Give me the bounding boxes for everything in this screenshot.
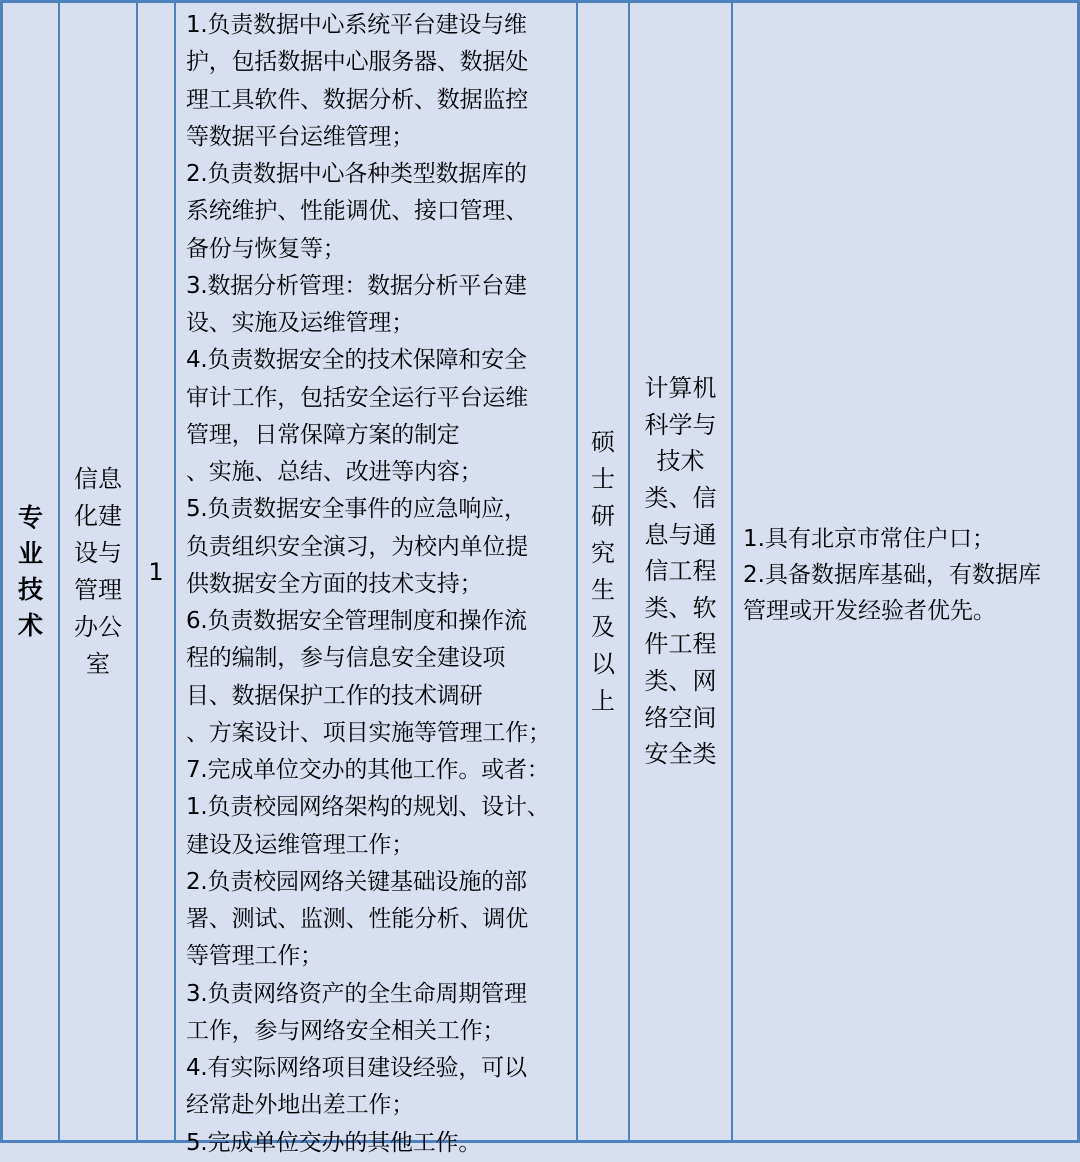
duty-line: 7.完成单位交办的其他工作。或者： xyxy=(186,757,550,783)
duty-line: 系统维护、性能调优、接口管理、 xyxy=(186,198,529,225)
major-text: 计算机科学与技术类、信息与通信工程类、软件工程类、网络空间安全类 xyxy=(644,374,717,769)
duty-line: 目、数据保护工作的技术调研 xyxy=(186,682,483,709)
requirement-line: 1.具有北京市常住户口； xyxy=(743,526,995,552)
duty-line: 管理，日常保障方案的制定 xyxy=(186,421,460,448)
duties-cell xyxy=(174,3,576,1156)
duty-line: 3.负责网络资产的全生命周期管理 xyxy=(186,980,527,1007)
duty-line: 建设及运维管理工作； xyxy=(186,831,415,858)
duty-line: 5.完成单位交办的其他工作。 xyxy=(186,1129,482,1156)
duty-line: 4.有实际网络项目建设经验，可以 xyxy=(186,1055,527,1081)
duty-line: 供数据安全方面的技术支持； xyxy=(186,570,483,597)
duty-line: 4.负责数据安全的技术保障和安全 xyxy=(186,347,527,374)
duty-line: 2.负责校园网络关键基础设施的部 xyxy=(186,868,527,895)
duty-line: 、方案设计、项目实施等管理工作； xyxy=(186,719,551,746)
requirement-line: 管理或开发经验者优先。 xyxy=(743,598,996,624)
duty-line: 护，包括数据中心服务器、数据处 xyxy=(186,49,529,76)
duty-line: 6.负责数据安全管理制度和操作流 xyxy=(186,608,527,634)
category-text: 专业技术 xyxy=(17,502,43,640)
duty-line: 署、测试、监测、性能分析、调优 xyxy=(186,906,529,932)
department-cell xyxy=(58,3,136,1140)
duty-line: 程的编制，参与信息安全建设项 xyxy=(186,645,506,672)
duty-line: 1.负责数据中心系统平台建设与维 xyxy=(186,12,527,38)
requirements-cell xyxy=(731,3,1080,1140)
duty-line: 审计工作，包括安全运行平台运维 xyxy=(186,384,529,411)
duty-line: 设、实施及运维管理； xyxy=(186,310,415,336)
requirement-line: 2.具备数据库基础，有数据库 xyxy=(743,562,1041,588)
count-cell xyxy=(136,3,174,1140)
duty-line: 等管理工作； xyxy=(186,943,323,970)
duty-line: 负责组织安全演习，为校内单位提 xyxy=(186,533,529,560)
count-text: 1 xyxy=(148,557,164,586)
major-cell xyxy=(628,3,731,1140)
duties-text xyxy=(186,7,570,1162)
duty-line: 工作，参与网络安全相关工作； xyxy=(186,1017,506,1044)
duty-line: 经常赴外地出差工作； xyxy=(186,1092,415,1119)
duty-line: 等数据平台运维管理； xyxy=(186,123,415,150)
requirements-text xyxy=(743,521,1076,629)
duty-line: 理工具软件、数据分析、数据监控 xyxy=(186,86,529,113)
education-text: 硕士研究生及以上 xyxy=(591,427,615,715)
education-cell xyxy=(576,3,628,1140)
duty-line: 2.负责数据中心各种类型数据库的 xyxy=(186,161,527,187)
duty-line: 1.负责校园网络架构的规划、设计、 xyxy=(186,794,550,821)
duty-line: 、实施、总结、改进等内容； xyxy=(186,459,483,485)
duty-line: 备份与恢复等； xyxy=(186,235,346,262)
duty-line: 5.负责数据安全事件的应急响应， xyxy=(186,496,527,523)
category-cell xyxy=(3,3,58,1140)
duty-line: 3.数据分析管理：数据分析平台建 xyxy=(186,272,527,299)
department-text: 信息化建设与管理办公室 xyxy=(74,464,122,678)
